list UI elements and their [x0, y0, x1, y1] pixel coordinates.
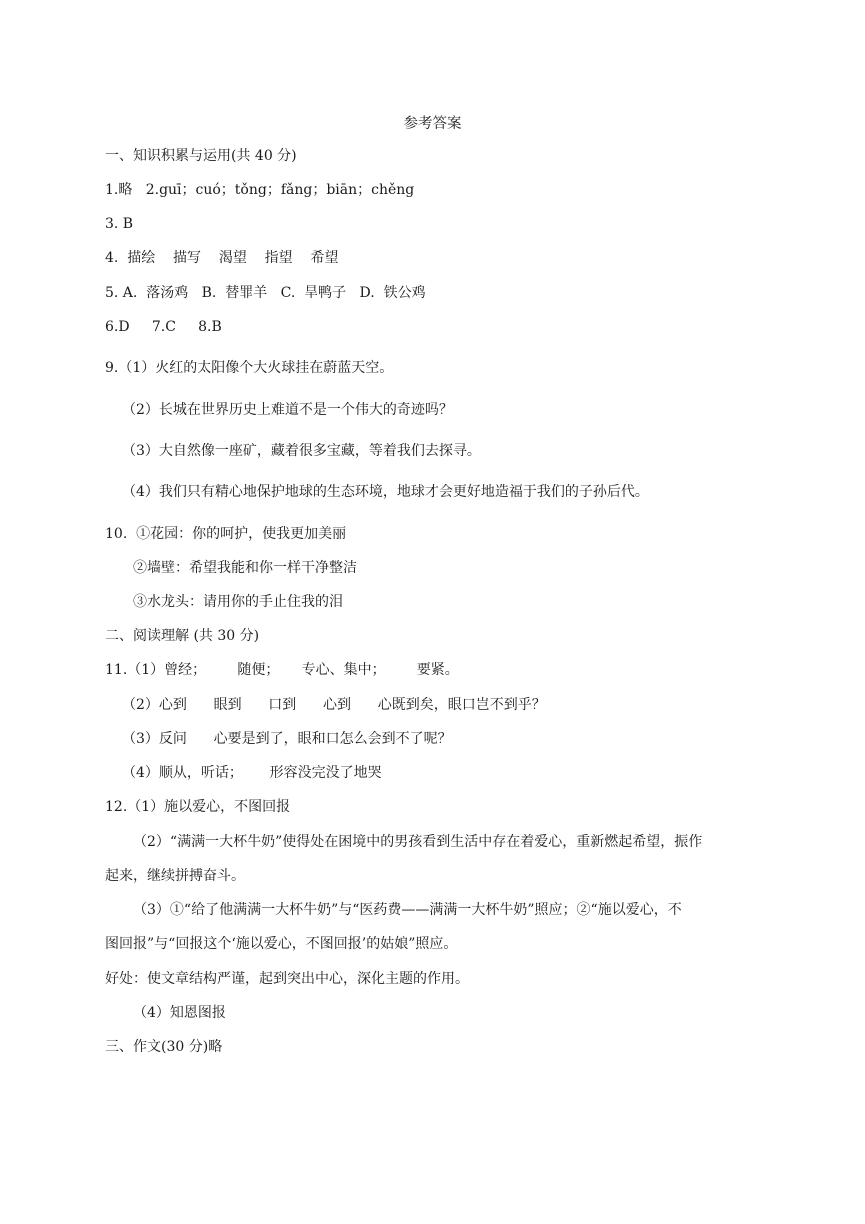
answer-line: 11.（1）曾经； 随便； 专心、集中； 要紧。 [105, 662, 459, 678]
section-heading-reading: 二、阅读理解 (共 30 分) [105, 628, 260, 644]
answer-line: （4）我们只有精心地保护地球的生态环境，地球才会更好地造福于我们的子孙后代。 [122, 484, 649, 500]
answer-line: 10. ①花园：你的呵护，使我更加美丽 [105, 526, 347, 542]
page-title: 参考答案 [403, 116, 462, 132]
answer-line: （3）反问 心要是到了，眼和口怎么会到不了呢？ [122, 731, 452, 747]
answer-line: 9.（1）火红的太阳像个大火球挂在蔚蓝天空。 [105, 360, 394, 376]
answer-line: 5. A. 落汤鸡 B. 替罪羊 C. 旱鸭子 D. 铁公鸡 [105, 285, 426, 301]
answer-line: 3. B [105, 216, 134, 232]
section-heading-composition: 三、作文(30 分)略 [105, 1039, 223, 1055]
answer-line: （2）长城在世界历史上难道不是一个伟大的奇迹吗？ [122, 402, 453, 418]
answer-line: 好处：使文章结构严谨，起到突出中心，深化主题的作用。 [105, 971, 469, 987]
answer-line: 1.略 2.guī；cuó；tǒng；fǎng；biān；chěng [105, 182, 415, 198]
answer-line: （3）大自然像一座矿，藏着很多宝藏，等着我们去探寻。 [122, 443, 481, 459]
answer-line: （4）顺从，听话； 形容没完没了地哭 [122, 765, 382, 781]
answer-line: ③水龙头：请用你的手止住我的泪 [133, 594, 343, 610]
answer-line: （2）心到 眼到 口到 心到 心既到矣，眼口岂不到乎？ [122, 697, 546, 713]
answer-line: ②墙壁：希望我能和你一样干净整洁 [133, 560, 357, 576]
section-heading-knowledge: 一、知识积累与运用(共 40 分) [105, 148, 297, 164]
answer-line: （3）①“给了他满满一大杯牛奶”与“医药费——满满一大杯牛奶”照应；②“施以爱心，不 [133, 902, 682, 918]
answer-line: （2）“满满一大杯牛奶”使得处在困境中的男孩看到生活中存在着爱心，重新燃起希望，振作 [133, 834, 703, 850]
answer-line: 6.D 7.C 8.B [105, 319, 222, 335]
answer-line: 起来，继续拼搏奋斗。 [105, 868, 245, 884]
answer-line: 4. 描绘 描写 渴望 指望 希望 [105, 250, 339, 266]
answer-line: （4）知恩图报 [133, 1005, 226, 1021]
answer-line: 图回报”与“回报这个‘施以爱心，不图回报’的姑娘”照应。 [105, 936, 458, 952]
answer-line: 12.（1）施以爱心，不图回报 [105, 799, 291, 815]
